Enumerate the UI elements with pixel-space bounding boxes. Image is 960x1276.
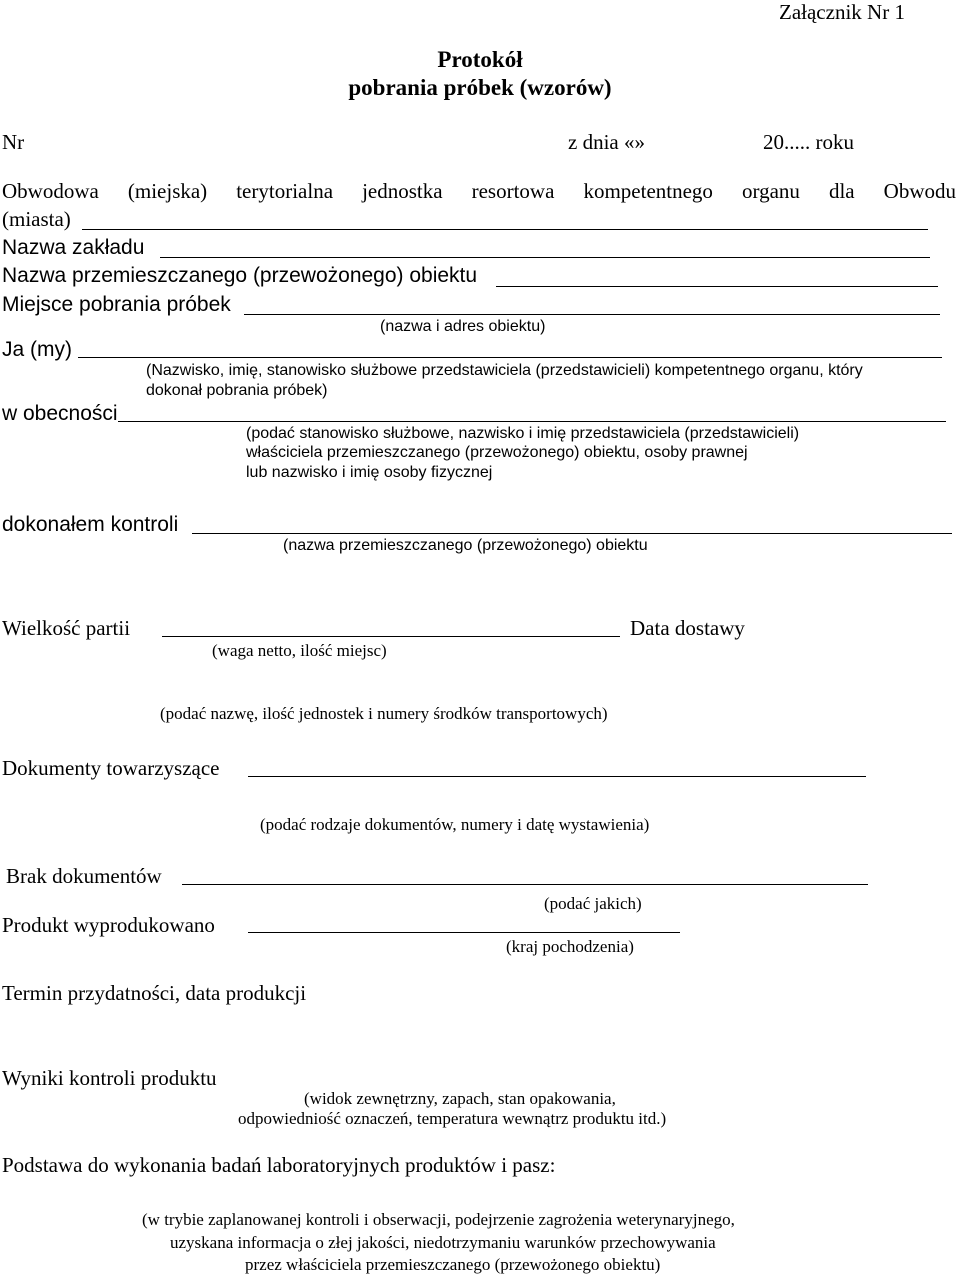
transport-hint: (podać nazwę, ilość jednostek i numery środków transportowych) <box>160 704 608 723</box>
no-documents-hint: (podać jakich) <box>544 894 642 913</box>
inspector-label: Ja (my) <box>2 338 72 361</box>
object-name-input-line[interactable] <box>496 286 938 287</box>
produced-hint: (kraj pochodzenia) <box>506 937 634 956</box>
delivery-date-label: Data dostawy <box>630 616 745 640</box>
document-subtitle: pobrania próbek (wzorów) <box>348 75 612 100</box>
presence-hint-cont2: lub nazwisko i imię osoby fizycznej <box>246 464 493 481</box>
documents-label: Dokumenty towarzyszące <box>2 756 220 780</box>
no-documents-label: Brak dokumentów <box>6 864 162 888</box>
control-hint: (nazwa przemieszczanego (przewożonego) obiektu <box>283 537 648 554</box>
inspector-hint: (Nazwisko, imię, stanowisko służbowe przedstawiciela (przedstawicieli) kompetentnego organu, który <box>146 362 863 379</box>
results-label: Wyniki kontroli produktu <box>2 1066 217 1090</box>
sampling-place-hint: (nazwa i adres obiektu) <box>380 318 546 335</box>
presence-hint-cont: właściciela przemieszczanego (przewożonego) obiektu, osoby prawnej <box>246 444 748 461</box>
annex-label: Załącznik Nr 1 <box>779 0 905 24</box>
basis-hint-cont: uzyskana informacja o złej jakości, niedotrzymaniu warunków przechowywania <box>170 1233 716 1252</box>
presence-input-line[interactable] <box>118 421 946 422</box>
control-input-line[interactable] <box>192 533 952 534</box>
basis-hint: (w trybie zaplanowanej kontroli i obserwacji, podejrzenie zagrożenia weterynaryjnego, <box>142 1210 735 1229</box>
documents-hint: (podać rodzaje dokumentów, numery i datę wystawienia) <box>260 815 650 834</box>
produced-label: Produkt wyprodukowano <box>2 913 215 937</box>
year-label: 20..... roku <box>763 130 854 154</box>
inspector-input-line[interactable] <box>78 357 942 358</box>
batch-size-hint: (waga netto, ilość miejsc) <box>212 641 387 660</box>
batch-size-input-line[interactable] <box>162 636 620 637</box>
inspector-hint-cont: dokonał pobrania próbek) <box>146 382 328 399</box>
establishment-input-line[interactable] <box>160 257 930 258</box>
basis-label: Podstawa do wykonania badań laboratoryjnych produktów i pasz: <box>2 1153 556 1177</box>
batch-size-label: Wielkość partii <box>2 616 131 640</box>
sampling-place-label: Miejsce pobrania próbek <box>2 293 231 316</box>
nr-label: Nr <box>2 130 25 154</box>
control-label: dokonałem kontroli <box>2 513 179 536</box>
document-title: Protokół <box>437 47 523 72</box>
organ-label: Obwodowa (miejska) terytorialna jednostka resortowa kompetentnego organu dla Obwodu <box>2 179 956 203</box>
documents-input-line[interactable] <box>248 776 866 777</box>
results-hint: (widok zewnętrzny, zapach, stan opakowania, <box>304 1089 616 1108</box>
date-label: z dnia «» <box>568 130 645 154</box>
sampling-place-input-line[interactable] <box>244 314 940 315</box>
object-name-label: Nazwa przemieszczanego (przewożonego) obiektu <box>2 264 478 287</box>
organ-input-line[interactable] <box>82 229 928 230</box>
produced-input-line[interactable] <box>248 932 680 933</box>
results-hint-cont: odpowiedniość oznaczeń, temperatura wewnątrz produktu itd.) <box>238 1109 667 1128</box>
shelf-life-label: Termin przydatności, data produkcji <box>2 981 307 1005</box>
no-documents-input-line[interactable] <box>182 884 868 885</box>
presence-label: w obecności <box>2 402 118 425</box>
presence-hint: (podać stanowisko służbowe, nazwisko i imię przedstawiciela (przedstawicieli) <box>246 425 800 442</box>
basis-hint-cont2: przez właściciela przemieszczanego (przewożonego obiektu) <box>245 1255 661 1274</box>
establishment-label: Nazwa zakładu <box>2 236 145 259</box>
organ-label-cont: (miasta) <box>2 207 71 231</box>
